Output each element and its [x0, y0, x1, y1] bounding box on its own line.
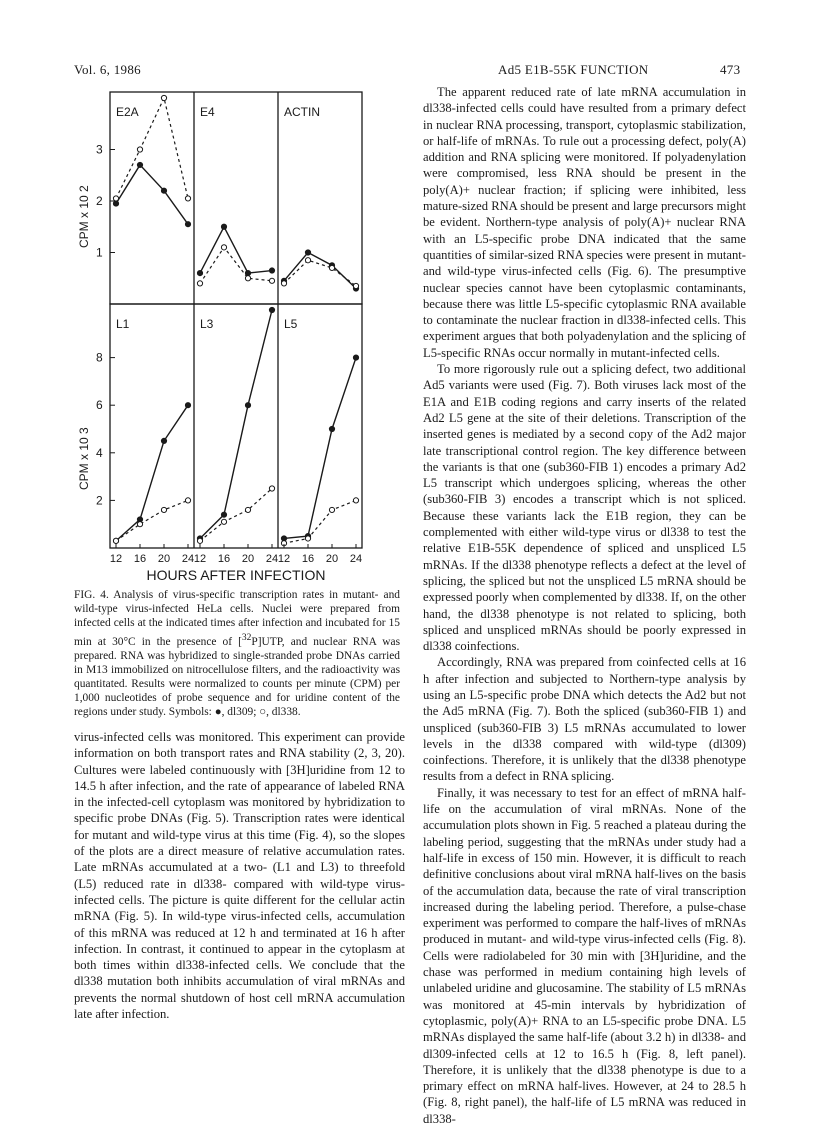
- data-point-dl309: [197, 271, 202, 276]
- x-tick-label: 24: [181, 553, 195, 565]
- data-point-dl309: [269, 268, 274, 273]
- data-point-dl338: [185, 498, 190, 503]
- x-tick-label: 16: [301, 553, 315, 565]
- x-tick-label: 12: [109, 553, 123, 565]
- data-point-dl338: [185, 196, 190, 201]
- figure-4-plot: [30, 84, 410, 584]
- data-point-dl309: [113, 201, 118, 206]
- series-line-dl338: [284, 260, 356, 286]
- data-point-dl309: [245, 271, 250, 276]
- data-point-dl338: [161, 95, 166, 100]
- data-point-dl338: [281, 281, 286, 286]
- data-point-dl309: [161, 188, 166, 193]
- paragraph: Finally, it was necessary to test for an effect of mRNA half-life on the accumulation of viral mRNAs. None of the accumulation plots shown in Fig. 5 reached a plateau during the labeling period, suggesting that the mRNAs under study had a half-life in excess of 150 min. However, it is difficult to reach definitive conclusions about viral mRNA half-lives on the basis of the accumulation data, because the rate of viral transcription increased during the labeling period. Therefore, a pulse-chase experiment was performed to compare the half-lives of mRNAs produced in mutant- and wild-type virus-infected cells (Fig. 8). Cells were radiolabeled for 30 min with [3H]uridine, and the chase was performed in medium containing high levels of unlabeled uridine and glucosamine. The stability of L5 mRNAs was monitored at 45-min intervals by hybridization of cytoplasmic, poly(A)+ RNA to an L5-specific probe DNA. L5 mRNAs displayed the same half-life (about 3.2 h) in dl338- and dl309-infected cells at 12 to 16.5 h (Fig. 8, left panel). Therefore, it is unlikely that the dl338 phenotype is due to a primary effect on mRNA half-lives. However, at 24 to 28.5 h (Fig. 8, right panel), the half-life of L5 mRNA was reduced in dl338-: [423, 785, 746, 1126]
- data-point-dl338: [329, 265, 334, 270]
- x-tick-label: 12: [193, 553, 207, 565]
- data-point-dl309: [245, 403, 250, 408]
- data-point-dl309: [221, 224, 226, 229]
- y-tick-label: 4: [96, 445, 103, 460]
- y-axis-title-bottom: CPM x 10 3: [77, 427, 91, 490]
- left-column-text: [74, 729, 405, 1022]
- y-tick-label: 1: [96, 245, 103, 260]
- data-point-dl338: [197, 538, 202, 543]
- data-point-dl309: [185, 403, 190, 408]
- caption-text-end: P]UTP, and nuclear RNA was prepared. RNA was hybridized to single-stranded probe DNAs carried in M13 immobilized on nitrocellulose filters, and the radioactivity was quantitated. Results were normalized to counts per minute (CPM) per 1,000 nucleotides of probe sequence and for uridine content of the regions under study. Symbols: ●, dl309; ○, dl338.: [74, 635, 401, 719]
- series-line-dl309: [284, 358, 356, 539]
- x-axis-title: HOURS AFTER INFECTION: [146, 567, 326, 583]
- data-point-dl309: [269, 307, 274, 312]
- data-point-dl338: [221, 245, 226, 250]
- data-point-dl309: [137, 162, 142, 167]
- data-point-dl338: [269, 278, 274, 283]
- data-point-dl338: [305, 536, 310, 541]
- right-column-text: [423, 84, 746, 1127]
- page-number: 473: [720, 62, 741, 77]
- data-point-dl309: [161, 438, 166, 443]
- data-point-dl309: [353, 355, 358, 360]
- y-tick-label: 8: [96, 350, 103, 365]
- panel-label: E2A: [116, 105, 139, 119]
- panel-label: ACTIN: [284, 105, 320, 119]
- data-point-dl338: [113, 538, 118, 543]
- figure-4-caption: [74, 588, 400, 720]
- x-tick-label: 20: [325, 553, 339, 565]
- x-tick-label: 20: [157, 553, 171, 565]
- x-tick-label: 24: [349, 553, 363, 565]
- running-head-left: Vol. 6, 1986: [74, 62, 141, 77]
- data-point-dl309: [185, 222, 190, 227]
- data-point-dl338: [305, 258, 310, 263]
- x-tick-label: 16: [133, 553, 147, 565]
- y-tick-label: 3: [96, 142, 103, 157]
- data-point-dl338: [353, 283, 358, 288]
- data-point-dl338: [329, 507, 334, 512]
- series-line-dl309: [116, 405, 188, 541]
- paragraph: virus-infected cells was monitored. This experiment can provide information on both transport rates and RNA stability (2, 3, 20). Cultures were labeled continuously with [3H]uridine from 12 to 14.5 h after infection, and the rate of appearance of labeled RNA in the infected-cell cytoplasm was monitored by hybridization to specific probe DNAs (Fig. 5). Transcription rates were identical for mutant and wild-type virus at this time (Fig. 4), so the slopes of the plots are a direct measure of relative accumulation rates. Late mRNAs accumulated at a two- (L1 and L3) to threefold (L5) reduced rate in dl338- compared with wild-type virus-infected cells. The picture is quite different for the cellular actin mRNA (Fig. 5). In wild-type virus-infected cells, accumulation of this mRNA was reduced at 12 h and terminated at 16 h after infection. In contrast, it continued to appear in the cytoplasm at both times within dl338-infected cells. We conclude that the dl338 mutation both inhibits accumulation of viral mRNAs and prevents the normal shutdown of host cell mRNA accumulation late after infection.: [74, 730, 405, 1022]
- y-tick-label: 6: [96, 398, 103, 413]
- caption-superscript: 32: [241, 632, 252, 643]
- panel-label: L5: [284, 317, 298, 331]
- data-point-dl338: [221, 519, 226, 524]
- y-tick-label: 2: [96, 493, 103, 508]
- y-axis-title-top: CPM x 10 2: [77, 185, 91, 248]
- data-point-dl309: [305, 250, 310, 255]
- data-point-dl338: [137, 522, 142, 527]
- panel-label: L3: [200, 317, 214, 331]
- series-line-dl338: [116, 500, 188, 540]
- x-tick-label: 20: [241, 553, 255, 565]
- data-point-dl338: [269, 486, 274, 491]
- x-tick-label: 16: [217, 553, 231, 565]
- data-point-dl338: [113, 196, 118, 201]
- panel-label: L1: [116, 317, 130, 331]
- series-line-dl309: [116, 165, 188, 224]
- figure-4: [30, 84, 410, 584]
- paragraph: Accordingly, RNA was prepared from coinfected cells at 16 h after infection and subjected to Northern-type analysis by using an L5-specific probe DNA which detects the Ad2 but not the Ad5 mRNA (Fig. 7). Both the spliced (sub360-FIB 1) and unspliced (sub360-FIB 3) L5 mRNAs accumulated to lower levels in the dl338 compared with wild-type (dl309) coinfections. Therefore, it is unlikely that the dl338 phenotype results from a defect in RNA splicing.: [423, 655, 746, 784]
- panel-frame: [110, 304, 362, 548]
- paragraph: The apparent reduced rate of late mRNA accumulation in dl338-infected cells could have resulted from a primary defect in nuclear RNA processing, transport, cytoplasmic stabilization, or half-life of mRNAs. To rule out a processing defect, poly(A) addition and RNA splicing were monitored. If polyadenylation were compromised, less RNA should be present in the poly(A)+ nuclear fraction; if splicing were inhibited, less mature-sized RNA should be present and large precursors might be evident. Northern-type analysis of poly(A)+ nuclear RNA with an L5-specific probe DNA indicated that the same quantities of similar-sized RNA species were present in mutant- and wild-type virus-infected cells (Fig. 6). The presumptive nuclear species cannot have been cytoplasmic contaminants, because there was little L5-specific cytoplasmic RNA available to contaminate the nuclear fraction in dl338-infected cells. This experiment argues that both polyadenylation and the splicing of L5-specific RNAs occur normally in mutant-infected cells.: [423, 85, 746, 360]
- data-point-dl338: [137, 147, 142, 152]
- series-line-dl338: [200, 489, 272, 541]
- running-head-title: Ad5 E1B-55K FUNCTION: [498, 62, 649, 77]
- data-point-dl338: [353, 498, 358, 503]
- series-line-dl309: [284, 253, 356, 289]
- data-point-dl338: [245, 507, 250, 512]
- paragraph: To more rigorously rule out a splicing defect, two additional Ad5 variants were used (Fig. 7). Both viruses lack most of the E1A and E1B coding regions and carry inserts of the related Ad2 L5 gene at the site of their deletions. Transcription of the inserted genes is mediated by a second copy of the Ad2 major late transcriptional control region. The key difference between the variants is that one (sub360-FIB 1) encodes a primary Ad2 L5 transcript which undergoes splicing, whereas the other (sub360-FIB 3) encodes a transcript which is not spliced. Because these variants lack the E1B region, they can be complemented with either wild-type virus or dl338 to test the relative E1B-55K dependence of spliced and unspliced L5 mRNAs. If the dl338 phenotype reflects a defect at the level of splicing, the spliced but not the unspliced L5 mRNA should be expressed poorly when complemented by dl338. If, on the other hand, the dl338 phenotype is not related to splicing, both spliced and unspliced mRNAs should be poorly expressed in dl338 coinfections.: [423, 362, 746, 654]
- data-point-dl338: [197, 281, 202, 286]
- series-line-dl309: [200, 310, 272, 538]
- caption-text-start: FIG. 4. Analysis of virus-specific transcription rates in mutant- and wild-type virus-infected HeLa cells. Nuclei were prepared from infected cells at the indicated times after infection and incubated for 15 min at 30°C in the presence of [: [74, 589, 400, 648]
- x-tick-label: 24: [265, 553, 279, 565]
- data-point-dl338: [245, 276, 250, 281]
- y-tick-label: 2: [96, 194, 103, 208]
- x-tick-label: 12: [277, 553, 291, 565]
- data-point-dl309: [221, 512, 226, 517]
- data-point-dl338: [161, 507, 166, 512]
- panel-label: E4: [200, 105, 215, 119]
- panel-frame: [110, 92, 362, 304]
- data-point-dl309: [329, 426, 334, 431]
